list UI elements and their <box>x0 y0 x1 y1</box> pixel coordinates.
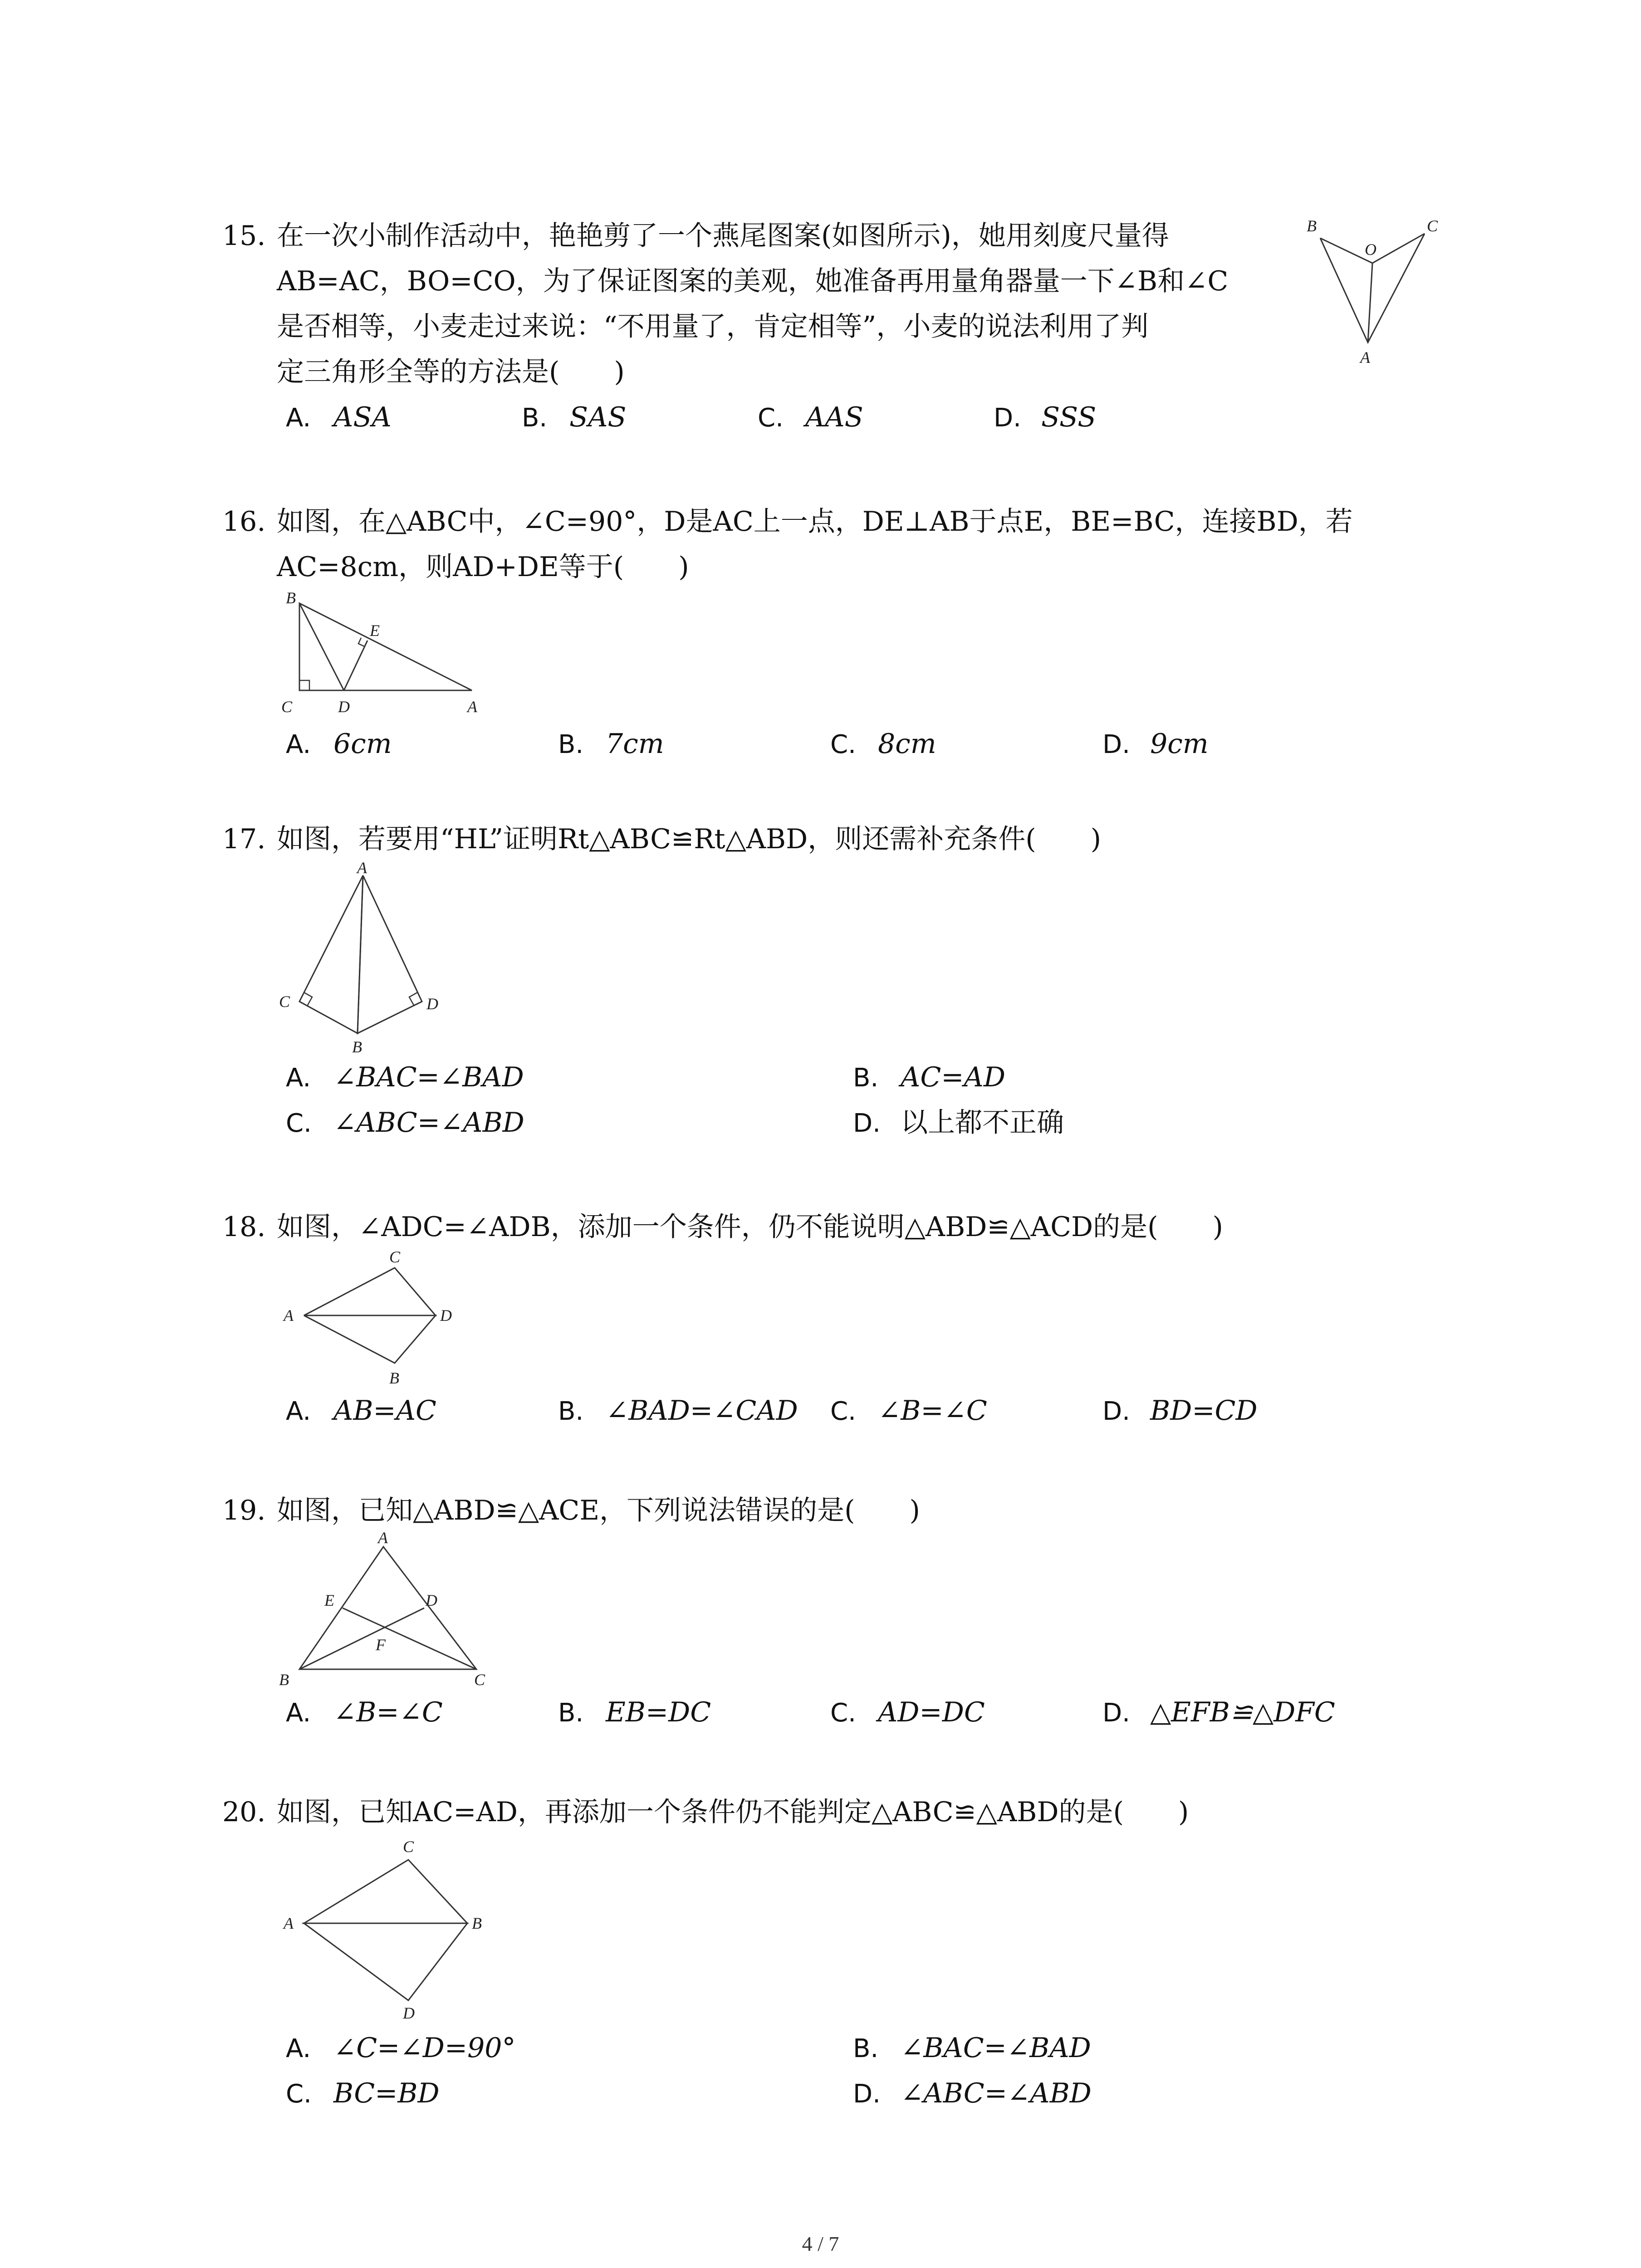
option-a: A. 6cm <box>286 728 392 760</box>
options <box>222 1388 1420 1433</box>
option-b: B. AC=AD <box>853 1061 1005 1093</box>
question-text-line: 定三角形全等的方法是( ) <box>277 356 625 388</box>
option-d: D. BD=CD <box>1102 1395 1258 1427</box>
options <box>222 1100 1420 1145</box>
options <box>222 2025 1420 2071</box>
option-c: C. AAS <box>758 401 863 433</box>
question-text-line: 如图，若要用“HL”证明Rt△ABC≌Rt△ABD，则还需补充条件( ) <box>277 823 1102 855</box>
label-o: O <box>1365 240 1376 259</box>
label-c: C <box>474 1671 485 1689</box>
figure-q18 <box>272 1245 472 1395</box>
label-e: E <box>370 621 380 640</box>
question-18 <box>222 1204 1420 1250</box>
question-text-line: AB=AC，BO=CO，为了保证图案的美观，她准备再用量角器量一下∠B和∠C <box>277 265 1229 297</box>
option-d: D. 以上都不正确 <box>853 1107 1064 1139</box>
label-d: D <box>440 1306 452 1325</box>
question-text-line: 如图，已知AC=AD，再添加一个条件仍不能判定△ABC≌△ABD的是( ) <box>277 1796 1189 1828</box>
label-c: C <box>389 1248 401 1266</box>
question-number: 20. <box>222 1796 266 1828</box>
option-c: C. AD=DC <box>830 1696 985 1728</box>
label-c: C <box>1427 217 1438 235</box>
label-b: B <box>1307 217 1317 235</box>
option-d: D. ∠ABC=∠ABD <box>853 2077 1092 2109</box>
question-text-line: 是否相等，小麦走过来说：“不用量了，肯定相等”，小麦的说法利用了判 <box>277 311 1149 342</box>
label-b: B <box>472 1914 482 1932</box>
figure-q16 <box>272 590 508 726</box>
option-d: D. SSS <box>994 401 1097 433</box>
question-15 <box>222 213 1420 440</box>
option-a: A. ∠B=∠C <box>286 1696 443 1728</box>
label-a: A <box>1360 348 1370 367</box>
figure-q19 <box>272 1529 499 1696</box>
label-a: A <box>357 862 367 877</box>
options <box>222 1055 1420 1100</box>
options <box>222 395 1420 440</box>
option-b: B. EB=DC <box>558 1696 711 1728</box>
question-20 <box>222 1789 1420 1835</box>
question-text-line: 如图，已知△ABD≌△ACE，下列说法错误的是( ) <box>277 1495 920 1526</box>
label-a: A <box>284 1914 294 1932</box>
question-text-line: 如图，∠ADC=∠ADB，添加一个条件，仍不能说明△ABD≌△ACD的是( ) <box>277 1211 1223 1243</box>
label-b: B <box>389 1369 399 1387</box>
figure-q17 <box>268 862 458 1066</box>
options <box>222 1690 1420 1735</box>
label-f: F <box>376 1636 386 1654</box>
page-number: 4 / 7 <box>802 2232 839 2255</box>
option-a: A. ASA <box>286 401 392 433</box>
question-number: 18. <box>222 1211 266 1243</box>
option-a: A. ∠C=∠D=90° <box>286 2032 516 2064</box>
option-c: C. 8cm <box>830 728 936 760</box>
option-d: D. 9cm <box>1102 728 1209 760</box>
question-17-options <box>222 1055 1420 1145</box>
label-a: A <box>467 698 477 716</box>
question-number: 19. <box>222 1495 266 1526</box>
label-d: D <box>338 698 350 716</box>
option-a: A. ∠BAC=∠BAD <box>286 1061 524 1093</box>
options <box>222 2071 1420 2116</box>
option-c: C. BC=BD <box>286 2077 440 2109</box>
option-d: D. △EFB≌△DFC <box>1102 1696 1335 1728</box>
question-text-line: 如图，在△ABC中，∠C=90°，D是AC上一点，DE⊥AB于点E，BE=BC，连接BD，若 <box>277 506 1353 538</box>
label-d: D <box>426 995 438 1013</box>
question-text-line: 在一次小制作活动中，艳艳剪了一个燕尾图案(如图所示)，她用刻度尺量得 <box>277 220 1169 252</box>
label-c: C <box>281 698 293 716</box>
option-b: B. ∠BAD=∠CAD <box>558 1395 798 1427</box>
label-e: E <box>324 1591 334 1609</box>
options <box>222 721 1420 767</box>
question-18-options <box>222 1388 1420 1433</box>
option-a: A. AB=AC <box>286 1395 436 1427</box>
option-b: B. 7cm <box>558 728 664 760</box>
label-c: C <box>279 992 290 1011</box>
question-number: 16. <box>222 506 266 538</box>
option-c: C. ∠B=∠C <box>830 1395 987 1427</box>
question-16 <box>222 499 1420 590</box>
label-d: D <box>403 2004 415 2022</box>
question-16-options <box>222 721 1420 767</box>
label-c: C <box>403 1838 414 1856</box>
question-number: 15. <box>222 220 266 252</box>
question-number: 17. <box>222 823 266 855</box>
label-a: A <box>284 1306 294 1325</box>
question-17 <box>222 816 1420 862</box>
question-20-options <box>222 2025 1420 2116</box>
label-a: A <box>378 1529 388 1547</box>
option-c: C. ∠ABC=∠ABD <box>286 1107 524 1139</box>
option-b: B. SAS <box>522 401 627 433</box>
question-text-line: AC=8cm，则AD+DE等于( ) <box>277 551 689 583</box>
question-19-options <box>222 1690 1420 1735</box>
label-b: B <box>286 590 296 607</box>
label-b: B <box>352 1038 362 1056</box>
figure-swallowtail <box>1302 213 1447 376</box>
figure-q20 <box>272 1830 508 2030</box>
label-d: D <box>426 1591 437 1609</box>
label-b: B <box>279 1671 289 1689</box>
question-19 <box>222 1488 1420 1533</box>
option-b: B. ∠BAC=∠BAD <box>853 2032 1091 2064</box>
